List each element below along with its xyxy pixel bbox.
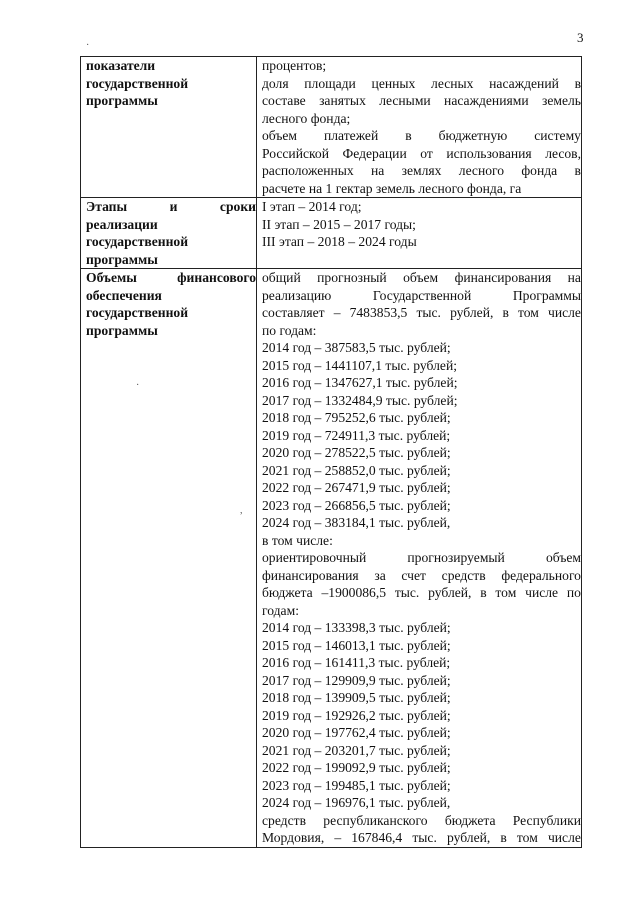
content-line: 2024 год – 383184,1 тыс. рублей, xyxy=(262,515,451,530)
label-word: показатели xyxy=(86,58,156,73)
content-line: средств республиканского бюджета Республики xyxy=(262,812,581,828)
table-row xyxy=(81,198,582,269)
program-passport-table xyxy=(80,56,582,848)
content-line: II этап – 2015 – 2017 годы; xyxy=(262,216,416,232)
row-content xyxy=(257,198,582,269)
content-line: составляет – 7483853,5 тыс. рублей, в том числе xyxy=(262,305,581,320)
label-word: государственной xyxy=(86,234,189,249)
label-word: сроки xyxy=(219,199,256,214)
content-line: 2021 год – 203201,7 тыс. рублей; xyxy=(262,742,451,758)
content-line: 2017 год – 129909,9 тыс. рублей; xyxy=(262,672,451,688)
content-line: 2014 год – 133398,3 тыс. рублей; xyxy=(262,620,451,635)
content-line: процентов; xyxy=(262,58,327,73)
content-line: общий прогнозный объем финансирования на xyxy=(262,270,581,285)
label-word: программы xyxy=(86,251,158,267)
content-line: финансирования за счет средств федерального xyxy=(262,567,581,583)
content-line: расположенных на землях лесного фонда в xyxy=(262,163,581,178)
label-line xyxy=(86,57,256,75)
label-line xyxy=(86,304,256,322)
content-line: III этап – 2018 – 2024 годы xyxy=(262,234,417,249)
content-line: по годам: xyxy=(262,322,317,338)
content-line: годам: xyxy=(262,602,299,618)
label-word: реализации xyxy=(86,216,158,232)
label-line xyxy=(86,216,256,234)
page-number: 3 xyxy=(577,30,584,45)
content-line: лесного фонда; xyxy=(262,110,351,126)
scan-speck: , xyxy=(240,505,243,516)
content-line: реализацию Государственной Программы xyxy=(262,287,581,303)
label-word: государственной xyxy=(86,75,189,91)
label-line xyxy=(86,269,256,287)
label-line xyxy=(86,287,256,305)
table-row xyxy=(81,269,582,848)
label-word: и xyxy=(169,199,178,214)
label-line xyxy=(86,322,256,340)
scan-speck: · xyxy=(86,40,90,51)
content-line: расчете на 1 гектар земель лесного фонда, га xyxy=(262,180,522,196)
content-line: 2016 год – 1347627,1 тыс. рублей; xyxy=(262,375,458,390)
label-word: финансового xyxy=(177,270,256,285)
content-line: 2016 год – 161411,3 тыс. рублей; xyxy=(262,655,451,670)
row-label xyxy=(81,57,257,198)
content-line: 2020 год – 278522,5 тыс. рублей; xyxy=(262,445,451,460)
label-word: Этапы xyxy=(86,199,128,214)
label-word: Объемы xyxy=(86,270,137,285)
label-line xyxy=(86,198,256,216)
row-content xyxy=(257,57,582,198)
label-word: программы xyxy=(86,93,158,108)
content-line: 2022 год – 267471,9 тыс. рублей; xyxy=(262,480,451,495)
row-content xyxy=(257,269,582,848)
content-line: Российской Федерации от использования лесов, xyxy=(262,145,581,161)
content-line: 2024 год – 196976,1 тыс. рублей, xyxy=(262,795,451,810)
scan-speck: · xyxy=(136,380,140,391)
content-line: в том числе: xyxy=(262,532,333,548)
content-line: составе занятых лесными насаждениями земель xyxy=(262,93,581,108)
row-label xyxy=(81,269,257,848)
content-line: ориентировочный прогнозируемый объем xyxy=(262,550,581,565)
table-row xyxy=(81,57,582,198)
content-line: I этап – 2014 год; xyxy=(262,199,362,214)
label-line xyxy=(86,92,256,110)
label-line xyxy=(86,75,256,93)
content-line: 2018 год – 795252,6 тыс. рублей; xyxy=(262,410,451,425)
row-label xyxy=(81,198,257,269)
content-line: 2014 год – 387583,5 тыс. рублей; xyxy=(262,340,451,355)
content-line: 2018 год – 139909,5 тыс. рублей; xyxy=(262,690,451,705)
label-word: программы xyxy=(86,322,158,338)
content-line: объем платежей в бюджетную систему xyxy=(262,128,581,143)
content-line: 2022 год – 199092,9 тыс. рублей; xyxy=(262,760,451,775)
content-line: 2015 год – 1441107,1 тыс. рублей; xyxy=(262,357,457,373)
content-line: 2015 год – 146013,1 тыс. рублей; xyxy=(262,637,451,653)
label-line xyxy=(86,251,256,269)
content-line: 2017 год – 1332484,9 тыс. рублей; xyxy=(262,392,458,408)
content-line: бюджета –1900086,5 тыс. рублей, в том числе по xyxy=(262,585,581,600)
label-word: обеспечения xyxy=(86,287,162,303)
content-line: 2019 год – 192926,2 тыс. рублей; xyxy=(262,707,451,723)
content-line: 2023 год – 266856,5 тыс. рублей; xyxy=(262,497,451,513)
label-line xyxy=(86,233,256,251)
content-line: доля площади ценных лесных насаждений в xyxy=(262,75,581,91)
content-line: 2019 год – 724911,3 тыс. рублей; xyxy=(262,427,451,443)
label-word: государственной xyxy=(86,305,189,320)
content-line: 2023 год – 199485,1 тыс. рублей; xyxy=(262,777,451,793)
content-line: 2020 год – 197762,4 тыс. рублей; xyxy=(262,725,451,740)
content-line: 2021 год – 258852,0 тыс. рублей; xyxy=(262,462,451,478)
content-line: Мордовия, – 167846,4 тыс. рублей, в том числе xyxy=(262,830,581,845)
